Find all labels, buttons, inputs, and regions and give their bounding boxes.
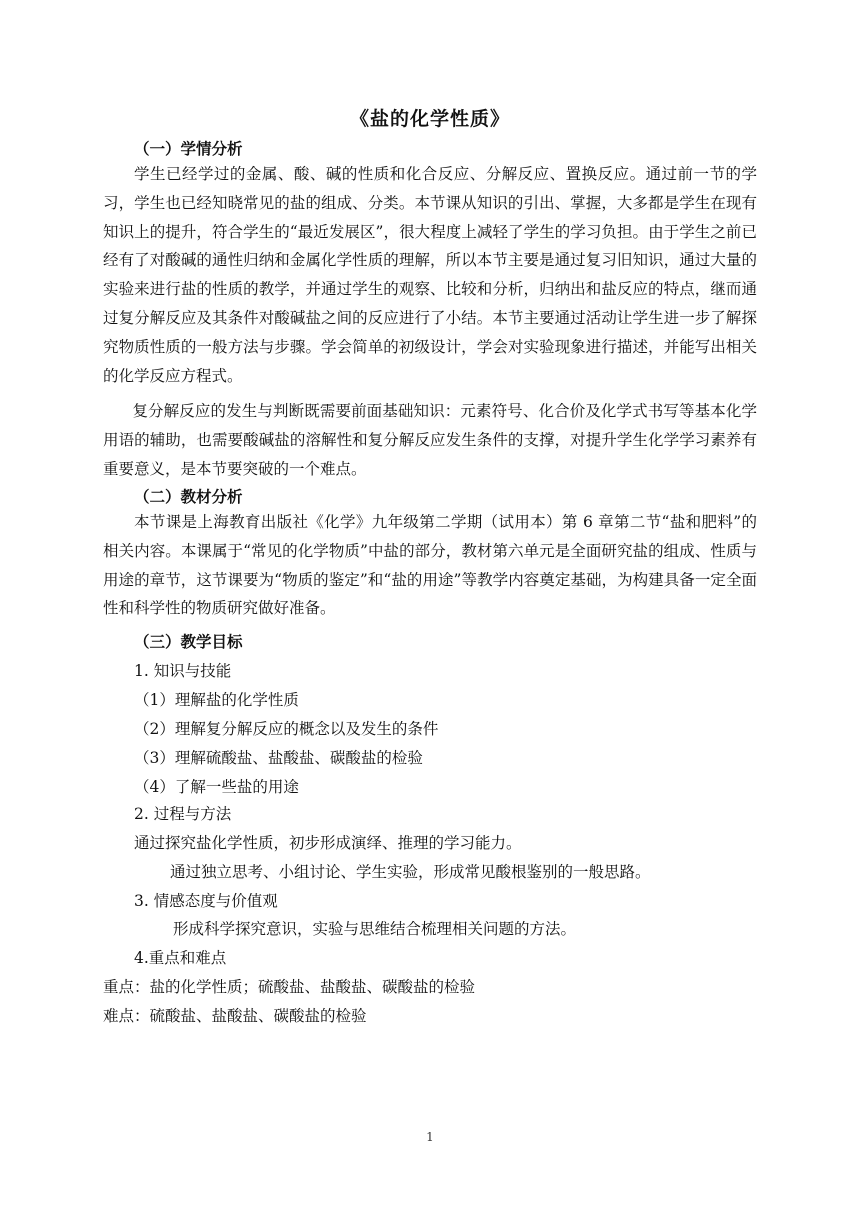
key-and-difficult-points-heading: 4.重点和难点: [134, 949, 227, 967]
goal-item-2: （2）理解复分解反应的概念以及发生的条件: [134, 720, 439, 738]
attitude-values-line-1: 形成科学探究意识，实验与思维结合梳理相关问题的方法。: [173, 920, 577, 938]
process-methods-line-2: 通过独立思考、小组讨论、学生实验，形成常见酸根鉴别的一般思路。: [170, 863, 651, 881]
paragraph-textbook-analysis: 本节课是上海教育出版社《化学》九年级第二学期（试用本）第 6 章第二节“盐和肥料”的相关内容。本课属于“常见的化学物质”中盐的部分，教材第六单元是全面研究盐的组成、性质与用途的章节，这节课要为“物质的鉴定”和“盐的用途”等教学内容奠定基础，为构建具备一定全面性和科学性的物质研究做好准备。: [103, 513, 757, 618]
paragraph-student-analysis-1: 学生已经学过的金属、酸、碱的性质和化合反应、分解反应、置换反应。通过前一节的学习，学生也已经知晓常见的盐的组成、分类。本节课从知识的引出、掌握，大多都是学生在现有知识上的提升，符合学生的“最近发展区”，很大程度上减轻了学生的学习负担。由于学生之前已经有了对酸碱的通性归纳和金属化学性质的理解，所以本节主要是通过复习旧知识，通过大量的实验来进行盐的性质的教学，并通过学生的观察、比较和分析，归纳出和盐反应的特点，继而通过复分解反应及其条件对酸碱盐之间的反应进行了小结。本节主要通过活动让学生进一步了解探究物质性质的一般方法与步骤。学会简单的初级设计，学会对实验现象进行描述，并能写出相关的化学反应方程式。: [103, 165, 757, 385]
process-methods-line-1: 通过探究盐化学性质，初步形成演绎、推理的学习能力。: [134, 834, 522, 852]
goal-item-4: （4）了解一些盐的用途: [134, 778, 299, 796]
section-heading-teaching-goals: （三）教学目标: [134, 633, 243, 651]
goal-item-3: （3）理解硫酸盐、盐酸盐、碳酸盐的检验: [134, 749, 423, 767]
goal-item-1: （1）理解盐的化学性质: [134, 691, 299, 709]
difficult-points-line: 难点：硫酸盐、盐酸盐、碳酸盐的检验: [103, 1007, 367, 1025]
goal-knowledge-skills: 1. 知识与技能: [134, 662, 232, 680]
section-heading-student-analysis: （一）学情分析: [134, 140, 243, 158]
document-title: 《盐的化学性质》: [349, 108, 510, 130]
goal-process-methods: 2. 过程与方法: [134, 805, 232, 823]
key-points-line: 重点：盐的化学性质；硫酸盐、盐酸盐、碳酸盐的检验: [103, 978, 476, 996]
goal-attitude-values: 3. 情感态度与价值观: [134, 892, 278, 910]
page-number: 1: [426, 1130, 434, 1144]
paragraph-student-analysis-2: 复分解反应的发生与判断既需要前面基础知识：元素符号、化合价及化学式书写等基本化学用语的辅助，也需要酸碱盐的溶解性和复分解反应发生条件的支撑，对提升学生化学学习素养有重要意义，是本节要突破的一个难点。: [103, 402, 757, 478]
section-heading-textbook-analysis: （二）教材分析: [134, 488, 243, 506]
